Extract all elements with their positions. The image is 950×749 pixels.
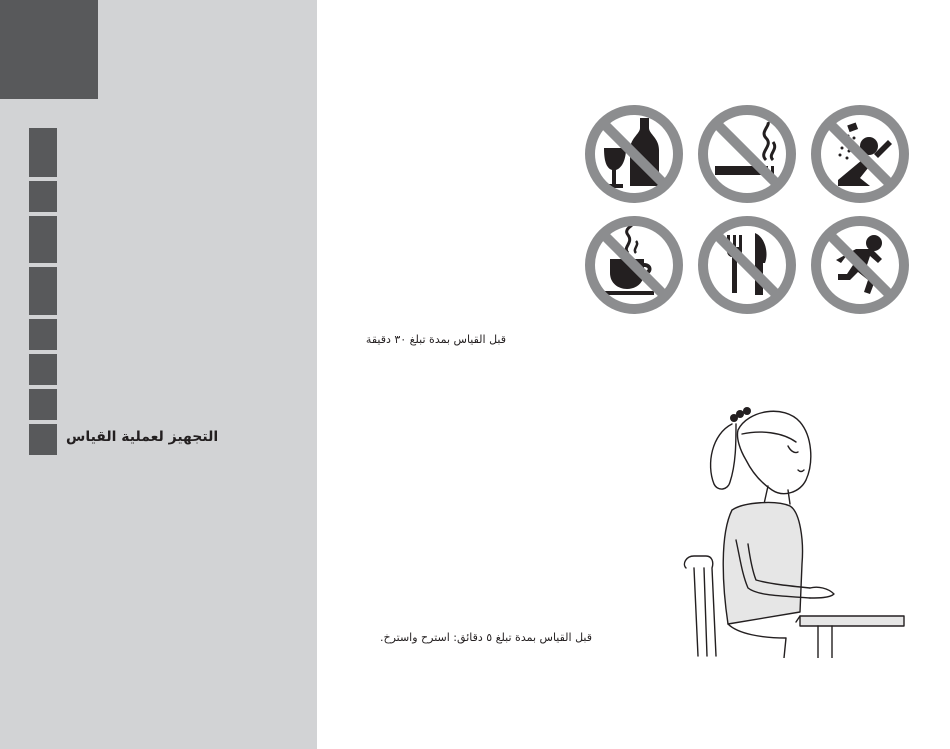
prohibition-icons [582, 101, 916, 319]
section-tab-1 [29, 128, 57, 177]
section-tab-4 [29, 267, 57, 315]
prohibitions-caption: قبل القياس بمدة تبلغ ٣٠ دقيقة [365, 333, 506, 346]
section-tab-6 [29, 354, 57, 385]
sidebar [0, 0, 317, 749]
no-alcohol-icon [590, 110, 678, 198]
no-smoking-icon [703, 110, 791, 198]
seated-woman-resting-icon [676, 400, 906, 658]
no-coffee-icon [590, 221, 678, 309]
section-tab-2 [29, 181, 57, 212]
section-tab-3 [29, 216, 57, 263]
section-title: التجهيز لعملية القياس [66, 429, 219, 445]
no-eating-icon [703, 221, 791, 309]
no-bathing-icon [816, 110, 904, 198]
section-tab-5 [29, 319, 57, 350]
rest-caption: قبل القياس بمدة تبلغ ٥ دقائق: استرح واسترخ. [379, 631, 592, 644]
no-exercise-icon [816, 221, 904, 309]
corner-block [0, 0, 98, 99]
section-tab-active [29, 424, 57, 455]
section-tab-7 [29, 389, 57, 420]
